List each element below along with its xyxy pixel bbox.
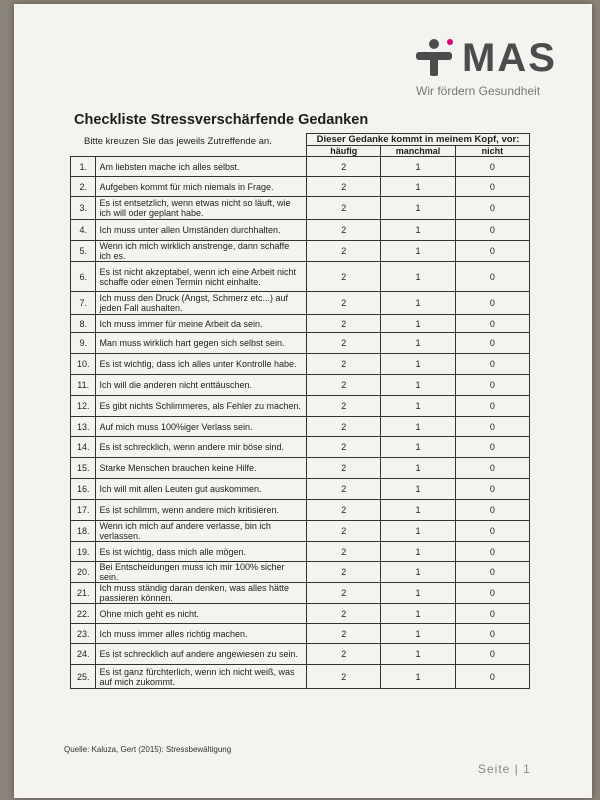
table-row [71, 479, 530, 500]
row-number: 9. [71, 333, 96, 354]
row-value-haeufig[interactable]: 2 [307, 644, 381, 665]
row-value-nicht[interactable]: 0 [455, 562, 529, 583]
row-value-manchmal[interactable]: 1 [381, 437, 455, 458]
row-value-nicht[interactable]: 0 [455, 292, 529, 315]
row-value-nicht[interactable]: 0 [455, 375, 529, 396]
row-value-nicht[interactable]: 0 [455, 417, 529, 437]
group-header: Dieser Gedanke kommt in meinem Kopf, vor: [307, 134, 530, 146]
table-row [71, 333, 530, 354]
row-value-nicht[interactable]: 0 [455, 437, 529, 458]
row-thought-text: Ich muss immer für meine Arbeit da sein. [96, 315, 307, 333]
row-value-manchmal[interactable]: 1 [381, 604, 455, 624]
table-row [71, 315, 530, 333]
row-thought-text: Es ist schrecklich auf andere angewiesen zu sein. [96, 644, 307, 665]
table-row [71, 220, 530, 241]
row-thought-text: Wenn ich mich auf andere verlasse, bin ich verlassen. [96, 521, 307, 542]
row-thought-text: Ich muss den Druck (Angst, Schmerz etc...) auf jeden Fall aushalten. [96, 292, 307, 315]
row-value-haeufig[interactable]: 2 [307, 241, 381, 262]
row-thought-text: Aufgeben kommt für mich niemals in Frage. [96, 177, 307, 197]
row-number: 22. [71, 604, 96, 624]
table-row [71, 665, 530, 689]
row-number: 7. [71, 292, 96, 315]
row-thought-text: Ich muss unter allen Umständen durchhalten. [96, 220, 307, 241]
row-number: 1. [71, 157, 96, 177]
row-value-nicht[interactable]: 0 [455, 354, 529, 375]
row-value-haeufig[interactable]: 2 [307, 177, 381, 197]
row-value-haeufig[interactable]: 2 [307, 157, 381, 177]
row-value-manchmal[interactable]: 1 [381, 583, 455, 604]
column-header-haeufig: häufig [307, 146, 381, 157]
row-thought-text: Ich will mit allen Leuten gut auskommen. [96, 479, 307, 500]
row-thought-text: Es gibt nichts Schlimmeres, als Fehler zu machen. [96, 396, 307, 417]
row-value-nicht[interactable]: 0 [455, 542, 529, 562]
row-number: 4. [71, 220, 96, 241]
row-thought-text: Wenn ich mich wirklich anstrenge, dann schaffe ich es. [96, 241, 307, 262]
row-value-nicht[interactable]: 0 [455, 604, 529, 624]
row-value-nicht[interactable]: 0 [455, 177, 529, 197]
table-row [71, 177, 530, 197]
row-number: 8. [71, 315, 96, 333]
row-number: 13. [71, 417, 96, 437]
row-value-manchmal[interactable]: 1 [381, 417, 455, 437]
table-row [71, 197, 530, 220]
row-thought-text: Man muss wirklich hart gegen sich selbst sein. [96, 333, 307, 354]
row-value-haeufig[interactable]: 2 [307, 624, 381, 644]
table-row [71, 583, 530, 604]
row-value-manchmal[interactable]: 1 [381, 562, 455, 583]
table-row [71, 157, 530, 177]
row-value-haeufig[interactable]: 2 [307, 220, 381, 241]
row-thought-text: Bei Entscheidungen muss ich mir 100% sicher sein. [96, 562, 307, 583]
row-number: 18. [71, 521, 96, 542]
checklist-table [70, 133, 530, 689]
row-number: 24. [71, 644, 96, 665]
row-value-haeufig[interactable]: 2 [307, 562, 381, 583]
table-row [71, 396, 530, 417]
row-value-manchmal[interactable]: 1 [381, 333, 455, 354]
row-value-manchmal[interactable]: 1 [381, 644, 455, 665]
table-row [71, 458, 530, 479]
row-value-haeufig[interactable]: 2 [307, 375, 381, 396]
row-number: 16. [71, 479, 96, 500]
row-number: 11. [71, 375, 96, 396]
row-number: 5. [71, 241, 96, 262]
row-value-manchmal[interactable]: 1 [381, 521, 455, 542]
row-thought-text: Es ist wichtig, dass mich alle mögen. [96, 542, 307, 562]
table-row [71, 437, 530, 458]
row-thought-text: Ich muss ständig daran denken, was alles hätte passieren können. [96, 583, 307, 604]
row-value-haeufig[interactable]: 2 [307, 315, 381, 333]
row-value-haeufig[interactable]: 2 [307, 500, 381, 521]
row-value-manchmal[interactable]: 1 [381, 354, 455, 375]
column-header-manchmal: manchmal [381, 146, 455, 157]
row-value-nicht[interactable]: 0 [455, 157, 529, 177]
row-value-nicht[interactable]: 0 [455, 315, 529, 333]
row-value-haeufig[interactable]: 2 [307, 583, 381, 604]
checklist-body [71, 157, 530, 689]
row-value-nicht[interactable]: 0 [455, 644, 529, 665]
table-row [71, 292, 530, 315]
table-row [71, 354, 530, 375]
row-value-manchmal[interactable]: 1 [381, 292, 455, 315]
row-value-nicht[interactable]: 0 [455, 500, 529, 521]
column-header-nicht: nicht [455, 146, 529, 157]
row-value-haeufig[interactable]: 2 [307, 542, 381, 562]
row-thought-text: Es ist entsetzlich, wenn etwas nicht so läuft, wie ich will oder geplant habe. [96, 197, 307, 220]
row-value-manchmal[interactable]: 1 [381, 500, 455, 521]
row-number: 15. [71, 458, 96, 479]
table-row [71, 644, 530, 665]
row-value-haeufig[interactable]: 2 [307, 417, 381, 437]
table-row [71, 542, 530, 562]
row-thought-text: Es ist nicht akzeptabel, wenn ich eine Arbeit nicht schaffe oder einen Termin nicht einhalte. [96, 262, 307, 292]
row-number: 2. [71, 177, 96, 197]
row-value-haeufig[interactable]: 2 [307, 521, 381, 542]
row-value-nicht[interactable]: 0 [455, 197, 529, 220]
row-value-nicht[interactable]: 0 [455, 458, 529, 479]
row-value-manchmal[interactable]: 1 [381, 262, 455, 292]
row-value-haeufig[interactable]: 2 [307, 333, 381, 354]
row-value-haeufig[interactable]: 2 [307, 197, 381, 220]
row-value-manchmal[interactable]: 1 [381, 542, 455, 562]
row-thought-text: Es ist schrecklich, wenn andere mir böse sind. [96, 437, 307, 458]
row-value-manchmal[interactable]: 1 [381, 375, 455, 396]
row-number: 20. [71, 562, 96, 583]
row-value-nicht[interactable]: 0 [455, 220, 529, 241]
row-number: 25. [71, 665, 96, 689]
row-value-nicht[interactable]: 0 [455, 665, 529, 689]
row-number: 19. [71, 542, 96, 562]
row-thought-text: Auf mich muss 100%iger Verlass sein. [96, 417, 307, 437]
row-value-manchmal[interactable]: 1 [381, 315, 455, 333]
row-number: 17. [71, 500, 96, 521]
row-thought-text: Ich muss immer alles richtig machen. [96, 624, 307, 644]
row-value-haeufig[interactable]: 2 [307, 262, 381, 292]
row-value-nicht[interactable]: 0 [455, 241, 529, 262]
row-value-haeufig[interactable]: 2 [307, 354, 381, 375]
row-value-nicht[interactable]: 0 [455, 262, 529, 292]
table-row [71, 500, 530, 521]
row-value-haeufig[interactable]: 2 [307, 604, 381, 624]
source-citation: Quelle: Kaluza, Gert (2015): Stressbewältigung [64, 745, 232, 754]
row-value-nicht[interactable]: 0 [455, 396, 529, 417]
row-value-manchmal[interactable]: 1 [381, 177, 455, 197]
row-value-haeufig[interactable]: 2 [307, 292, 381, 315]
page-number: Seite | 1 [478, 762, 531, 776]
row-value-manchmal[interactable]: 1 [381, 241, 455, 262]
row-number: 6. [71, 262, 96, 292]
table-row [71, 417, 530, 437]
row-number: 14. [71, 437, 96, 458]
row-number: 10. [71, 354, 96, 375]
row-thought-text: Es ist schlimm, wenn andere mich kritisieren. [96, 500, 307, 521]
row-value-manchmal[interactable]: 1 [381, 479, 455, 500]
row-number: 23. [71, 624, 96, 644]
table-row [71, 241, 530, 262]
instruction-text: Bitte kreuzen Sie das jeweils Zutreffende an. [84, 136, 272, 147]
row-value-manchmal[interactable]: 1 [381, 665, 455, 689]
table-row [71, 562, 530, 583]
table-row [71, 624, 530, 644]
row-value-manchmal[interactable]: 1 [381, 197, 455, 220]
row-value-haeufig[interactable]: 2 [307, 396, 381, 417]
row-value-haeufig[interactable]: 2 [307, 458, 381, 479]
row-value-nicht[interactable]: 0 [455, 624, 529, 644]
row-thought-text: Starke Menschen brauchen keine Hilfe. [96, 458, 307, 479]
mas-logo-mark-icon [414, 38, 454, 78]
header-spacer [71, 134, 307, 146]
table-row [71, 375, 530, 396]
row-value-nicht[interactable]: 0 [455, 479, 529, 500]
row-value-nicht[interactable]: 0 [455, 521, 529, 542]
row-thought-text: Am liebsten mache ich alles selbst. [96, 157, 307, 177]
mas-logo [406, 34, 576, 104]
row-number: 12. [71, 396, 96, 417]
row-number: 3. [71, 197, 96, 220]
row-number: 21. [71, 583, 96, 604]
row-value-haeufig[interactable]: 2 [307, 665, 381, 689]
table-row [71, 521, 530, 542]
row-thought-text: Es ist ganz fürchterlich, wenn ich nicht weiß, was auf mich zukommt. [96, 665, 307, 689]
row-thought-text: Es ist wichtig, dass ich alles unter Kontrolle habe. [96, 354, 307, 375]
logo-brand: MAS [462, 36, 557, 80]
row-value-manchmal[interactable]: 1 [381, 396, 455, 417]
table-row [71, 262, 530, 292]
row-value-manchmal[interactable]: 1 [381, 157, 455, 177]
row-value-manchmal[interactable]: 1 [381, 220, 455, 241]
row-thought-text: Ohne mich geht es nicht. [96, 604, 307, 624]
row-value-haeufig[interactable]: 2 [307, 437, 381, 458]
page-title: Checkliste Stressverschärfende Gedanken [74, 112, 369, 128]
row-value-manchmal[interactable]: 1 [381, 458, 455, 479]
table-row [71, 604, 530, 624]
row-value-manchmal[interactable]: 1 [381, 624, 455, 644]
logo-tagline: Wir fördern Gesundheit [416, 84, 541, 98]
header-spacer [71, 146, 307, 157]
row-thought-text: Ich will die anderen nicht enttäuschen. [96, 375, 307, 396]
row-value-nicht[interactable]: 0 [455, 583, 529, 604]
row-value-haeufig[interactable]: 2 [307, 479, 381, 500]
row-value-nicht[interactable]: 0 [455, 333, 529, 354]
